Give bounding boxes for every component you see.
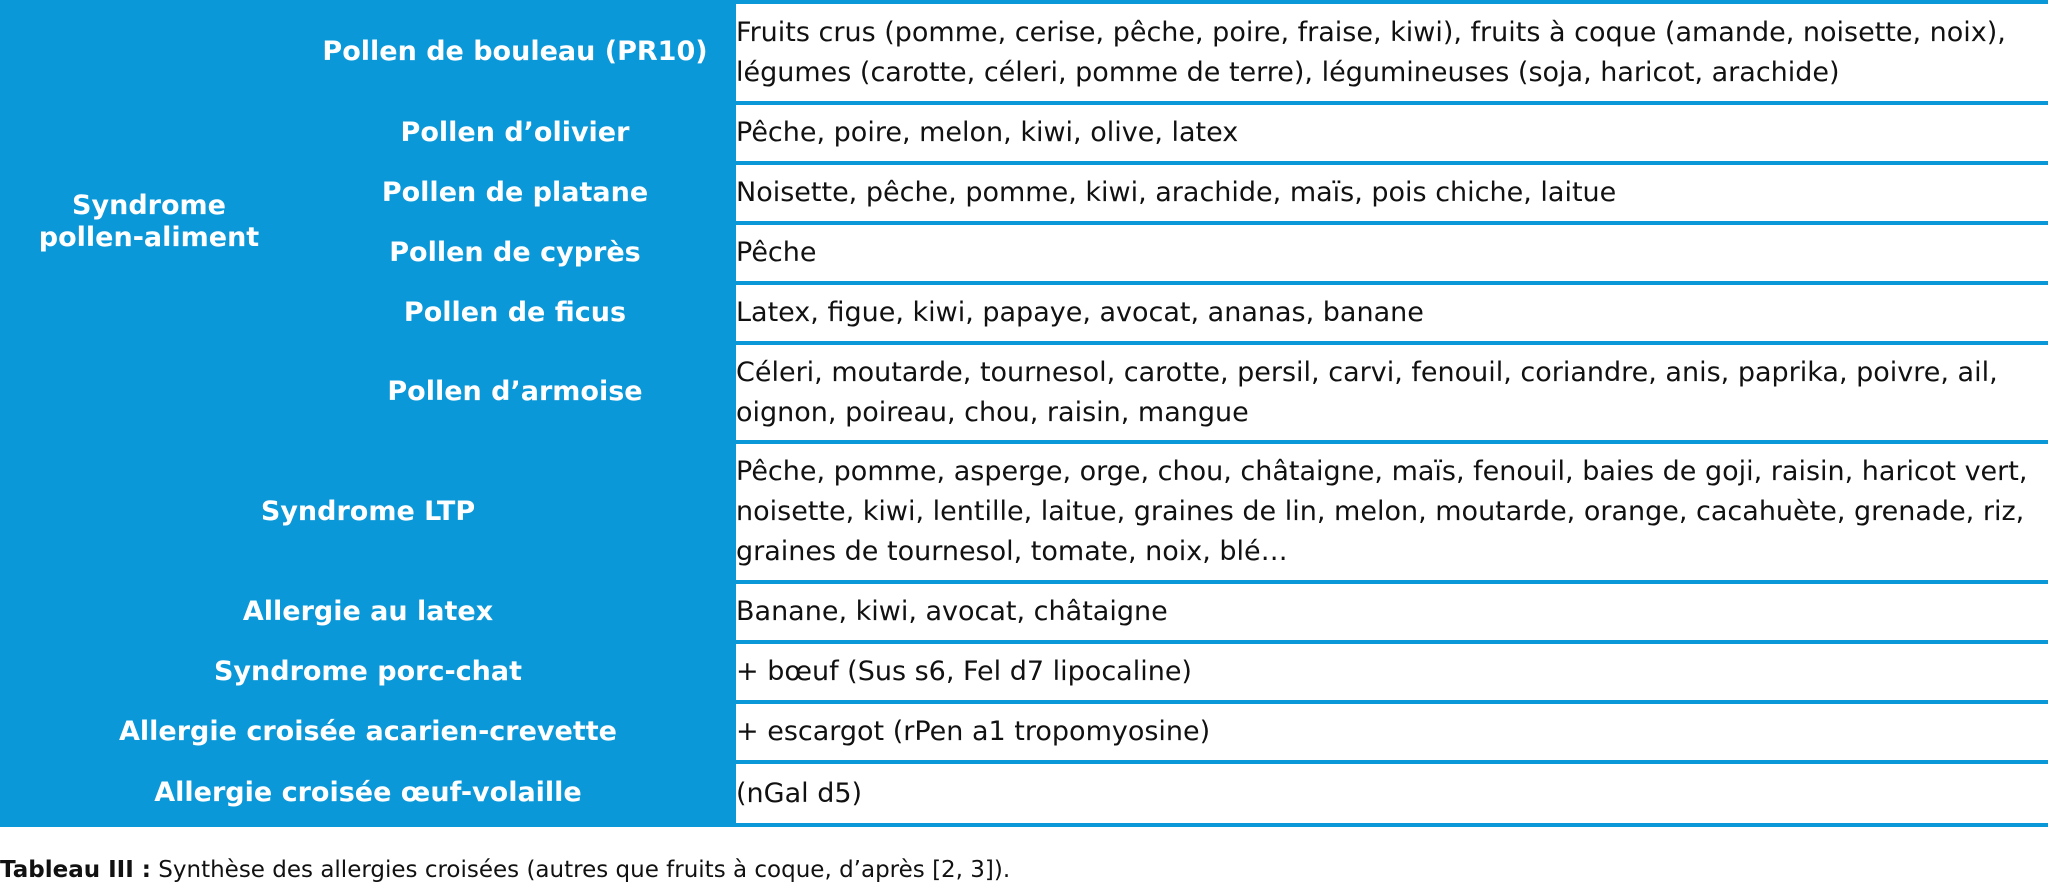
row-value-olive-pollen: Pêche, poire, melon, kiwi, olive, latex [734,103,2048,163]
row-header-olive-pollen: Pollen d’olivier [296,103,734,163]
table-row [2,343,2048,442]
row-header-ficus-pollen: Pollen de ficus [296,283,734,343]
group-header-label: Syndrome pollen-aliment [38,189,260,253]
table-caption [0,857,1010,883]
row-value-mite-shrimp-allergy: + escargot (rPen a1 tropomyosine) [734,702,2048,762]
row-header-ltp-syndrome: Syndrome LTP [2,442,734,582]
table-row [2,702,2048,762]
row-value-birch-pollen: Fruits crus (pomme, cerise, pêche, poire, fraise, kiwi), fruits à coque (amande, noisette, noix), légumes (carotte, céleri, pomme de terre), légumineuses (soja, haricot, arachide) [734,2,2048,103]
row-value-plane-pollen: Noisette, pêche, pomme, kiwi, arachide, maïs, pois chiche, laitue [734,163,2048,223]
row-header-egg-poultry-allergy: Allergie croisée œuf-volaille [2,762,734,825]
row-header-cypress-pollen: Pollen de cyprès [296,223,734,283]
table-row [2,103,2048,163]
caption-label: Tableau III : [0,857,151,883]
table-row [2,442,2048,582]
row-value-ficus-pollen: Latex, figue, kiwi, papaye, avocat, ananas, banane [734,283,2048,343]
table-row [2,582,2048,642]
row-value-egg-poultry-allergy: (nGal d5) [734,762,2048,825]
row-header-pork-cat-syndrome: Syndrome porc-chat [2,642,734,702]
caption-text: Synthèse des allergies croisées (autres que fruits à coque, d’après [2, 3]). [150,857,1011,883]
row-value-ltp-syndrome: Pêche, pomme, asperge, orge, chou, châtaigne, maïs, fenouil, baies de goji, raisin, haricot vert, noisette, kiwi, lentille, laitue, graines de lin, melon, moutarde, orange, cacahuète, grenade, riz, graines de tournesol, tomate, noix, blé… [734,442,2048,582]
group-header-pollen-food [2,2,296,442]
table-row [2,163,2048,223]
table-row [2,762,2048,825]
row-value-mugwort-pollen: Céleri, moutarde, tournesol, carotte, persil, carvi, fenouil, coriandre, anis, paprika, poivre, ail, oignon, poireau, chou, raisin, mangue [734,343,2048,442]
row-header-mugwort-pollen: Pollen d’armoise [296,343,734,442]
table-row [2,2,2048,103]
row-header-mite-shrimp-allergy: Allergie croisée acarien-crevette [2,702,734,762]
row-value-pork-cat-syndrome: + bœuf (Sus s6, Fel d7 lipocaline) [734,642,2048,702]
table-row [2,283,2048,343]
table-row [2,223,2048,283]
row-header-plane-pollen: Pollen de platane [296,163,734,223]
row-value-latex-allergy: Banane, kiwi, avocat, châtaigne [734,582,2048,642]
row-header-latex-allergy: Allergie au latex [2,582,734,642]
row-value-cypress-pollen: Pêche [734,223,2048,283]
row-header-birch-pollen: Pollen de bouleau (PR10) [296,2,734,103]
table-row [2,642,2048,702]
